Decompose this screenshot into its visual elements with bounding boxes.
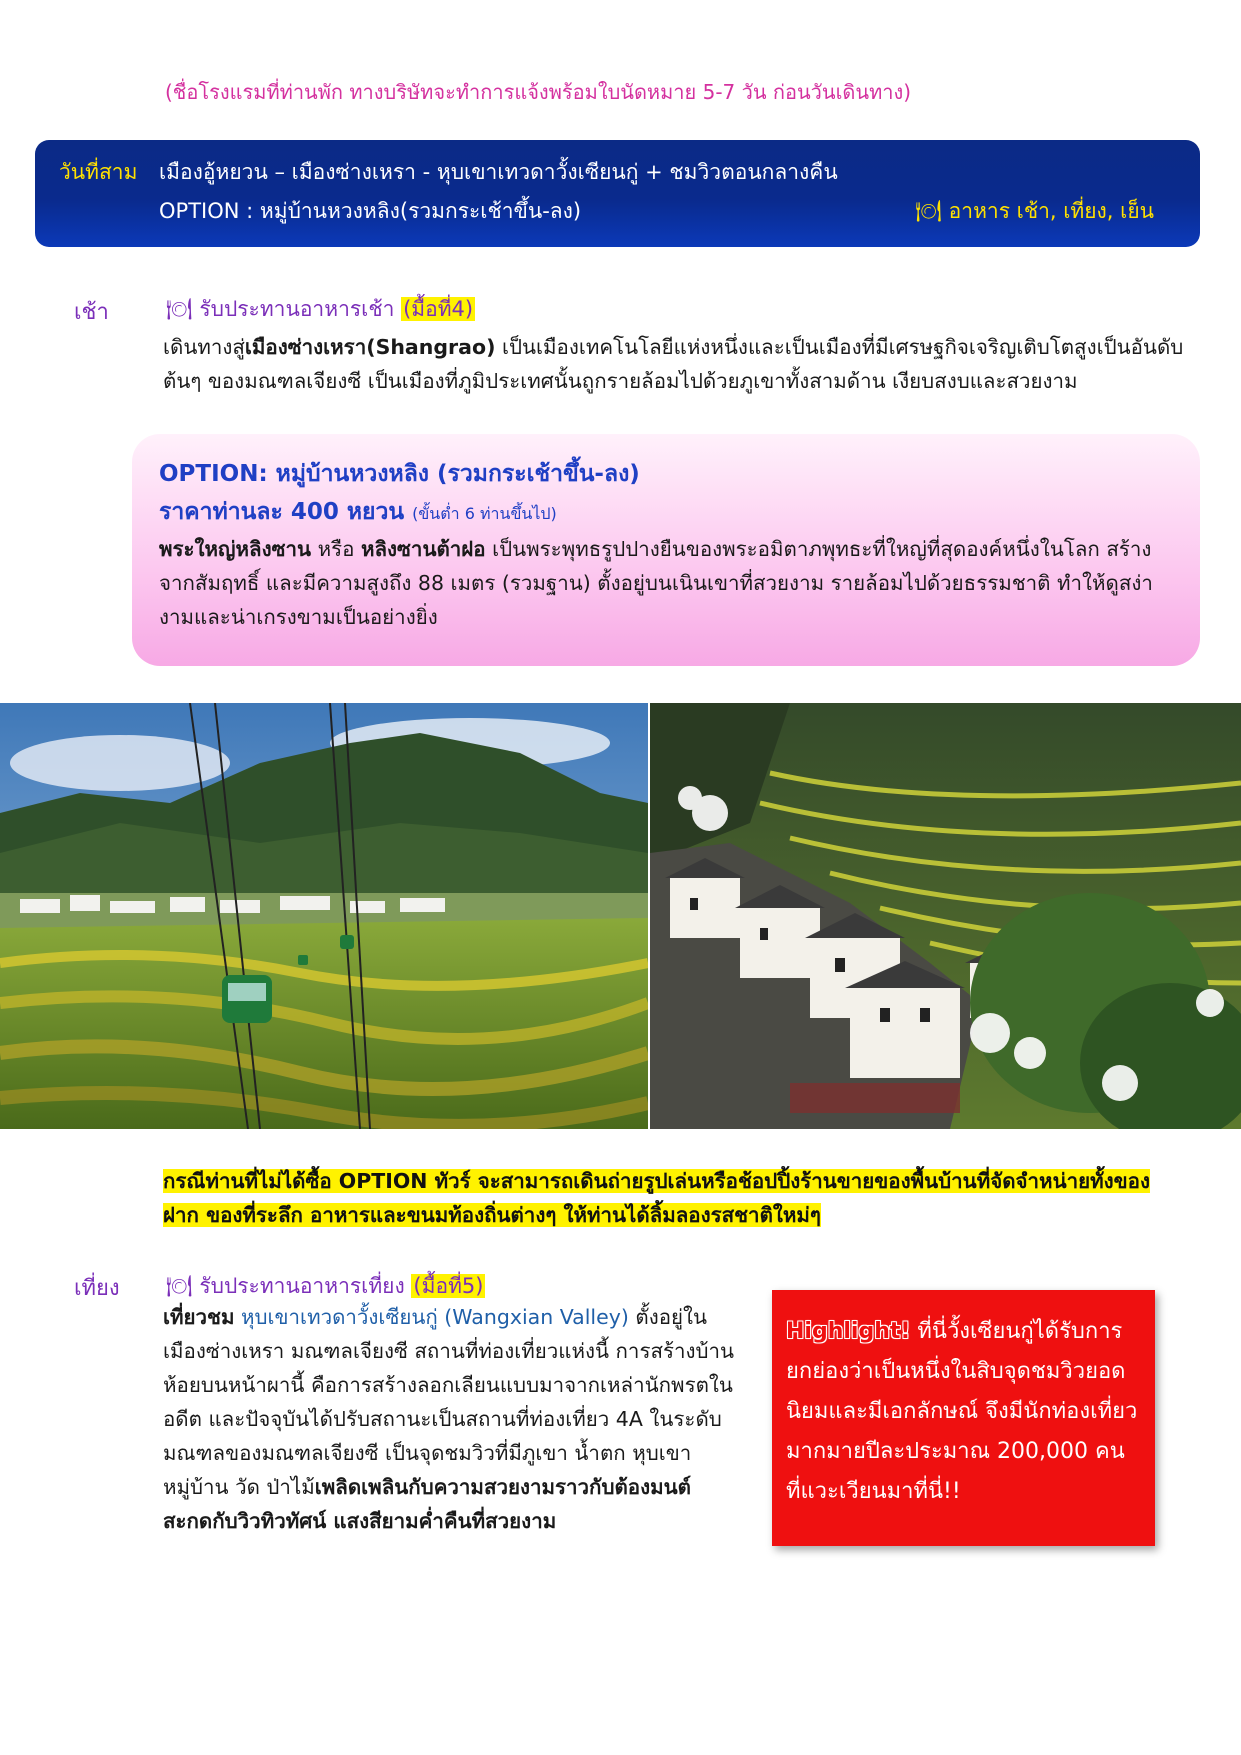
- hotel-note: (ชื่อโรงแรมที่ท่านพัก ทางบริษัทจะทำการแจ้งพร้อมใบนัดหมาย 5-7 วัน ก่อนวันเดินทาง): [165, 80, 912, 104]
- day-route: เมืองอู้หยวน – เมืองซ่างเหรา - หุบเขาเทวดาวั้งเซียนกู่ + ชมวิวตอนกลางคืน: [159, 160, 838, 184]
- option-desc-rest: เป็นพระพุทธรูปปางยืนของพระอมิตาภพุทธะที่ใหญ่ที่สุดองค์หนึ่งในโลก สร้างจากสัมฤทธิ์ และมีความสูงถึง 88 เมตร (รวมฐาน) ตั้งอยู่บนเนินเขาที่สวยงาม รายล้อมไปด้วยธรรมชาติ ทำให้ดูสง่างามและน่าเกรงขามเป็นอย่างยิ่ง: [159, 537, 1153, 629]
- morning-time-label: เช้า: [74, 300, 109, 325]
- day-meals: 🍽 อาหาร เช้า, เที่ยง, เย็น: [915, 199, 1154, 223]
- wangxian-valley-name: หุบเขาเทวดาวั้งเซียนกู่ (Wangxian Valley): [234, 1305, 629, 1329]
- highlight-box: [772, 1290, 1155, 1546]
- morning-desc-prefix: เดินทางสู่: [163, 335, 245, 359]
- highlight-text: [786, 1312, 1146, 1512]
- wangxian-desc-rest: ตั้งอยู่ในเมืองซ่างเหรา มณฑลเจียงซี สถานที่ท่องเที่ยวแห่งนี้ การสร้างบ้านห้อยบนหน้าผานี้ คือการสร้างลอกเลียนแบบมาจากเหล่านักพรตในอดีต และปัจจุบันได้ปรับสถานะเป็นสถานที่ท่องเที่ยว 4A ในระดับมณฑลของมณฑลเจียงซี เป็นจุดชมวิวที่มีภูเขา น้ำตก หุบเขา หมู่บ้าน วัด ป่าไม้: [163, 1305, 735, 1499]
- no-option-note: [163, 1164, 1183, 1232]
- cable-car-photo: [0, 703, 648, 1129]
- option-price-note: (ขั้นต่ำ 6 ท่านขึ้นไป): [412, 504, 557, 523]
- option-price-main: ราคาท่านละ 400 หยวน: [159, 499, 405, 525]
- lunch-meal-tag: (มื้อที่5): [413, 1274, 484, 1298]
- day-banner: [35, 140, 1200, 247]
- buddha-name-1: พระใหญ่หลิงซาน: [159, 537, 312, 561]
- wangxian-description: [163, 1300, 735, 1538]
- breakfast-text: 🍽 รับประทานอาหารเช้า: [166, 297, 395, 321]
- highlight-body: ที่นี่วั้งเซียนกู่ได้รับการยกย่องว่าเป็นหนึ่งในสิบจุดชมวิวยอดนิยมและมีเอกลักษณ์ จึงมีนักท่องเที่ยวมากมายปีละประมาณ 200,000 คน ที่แวะเวียนมาที่นี่!!: [786, 1319, 1138, 1504]
- wangxian-desc-bold: เพลิดเพลินกับความสวยงามราวกับต้องมนต์สะกดกับวิวทิวทัศน์ แสงสียามค่ำคืนที่สวยงาม: [163, 1475, 691, 1533]
- lunch-meal-line: [166, 1270, 485, 1303]
- day-label: วันที่สาม: [59, 160, 138, 184]
- lunch-text: 🍽 รับประทานอาหารเที่ยง: [166, 1274, 405, 1298]
- no-option-note-text: กรณีท่านที่ไม่ได้ซื้อ OPTION ทัวร์ จะสามารถเดินถ่ายรูปเล่นหรือช้อปปิ้งร้านขายของพื้นบ้านที่จัดจำหน่ายทั้งของฝาก ของที่ระลึก อาหารและขนมท้องถิ่นต่างๆ ให้ท่านได้ลิ้มลองรสชาติใหม่ๆ: [163, 1169, 1150, 1227]
- option-title: OPTION: หมู่บ้านหวงหลิง (รวมกระเช้าขึ้น-ลง): [159, 461, 640, 487]
- morning-meal-line: [166, 293, 475, 326]
- morning-description: [163, 330, 1188, 398]
- visit-label: เที่ยวชม: [163, 1305, 235, 1329]
- morning-desc-rest: เป็นเมืองเทคโนโลยีแห่งหนึ่งและเป็นเมืองที่มีเศรษฐกิจเจริญเติบโตสูงเป็นอันดับต้นๆ ของมณฑลเจียงซี เป็นเมืองที่ภูมิประเทศนั้นถูกรายล้อมไปด้วยภูเขาทั้งสามด้าน เงียบสงบและสวยงาม: [163, 335, 1184, 393]
- option-price: [159, 494, 557, 530]
- option-desc-mid: หรือ: [311, 537, 361, 561]
- breakfast-meal-tag: (มื้อที่4): [403, 297, 474, 321]
- option-box: [132, 434, 1200, 666]
- lunch-time-label: เที่ยง: [74, 1276, 120, 1301]
- huangling-village-photo: [650, 703, 1241, 1129]
- buddha-name-2: หลิงซานต้าฝอ: [360, 537, 486, 561]
- highlight-word: Highlight!: [786, 1319, 911, 1344]
- shangrao-name: เมืองซ่างเหรา(Shangrao): [244, 335, 496, 359]
- option-description: [159, 532, 1179, 634]
- day-option: OPTION : หมู่บ้านหวงหลิง(รวมกระเช้าขึ้น-ลง): [159, 199, 582, 223]
